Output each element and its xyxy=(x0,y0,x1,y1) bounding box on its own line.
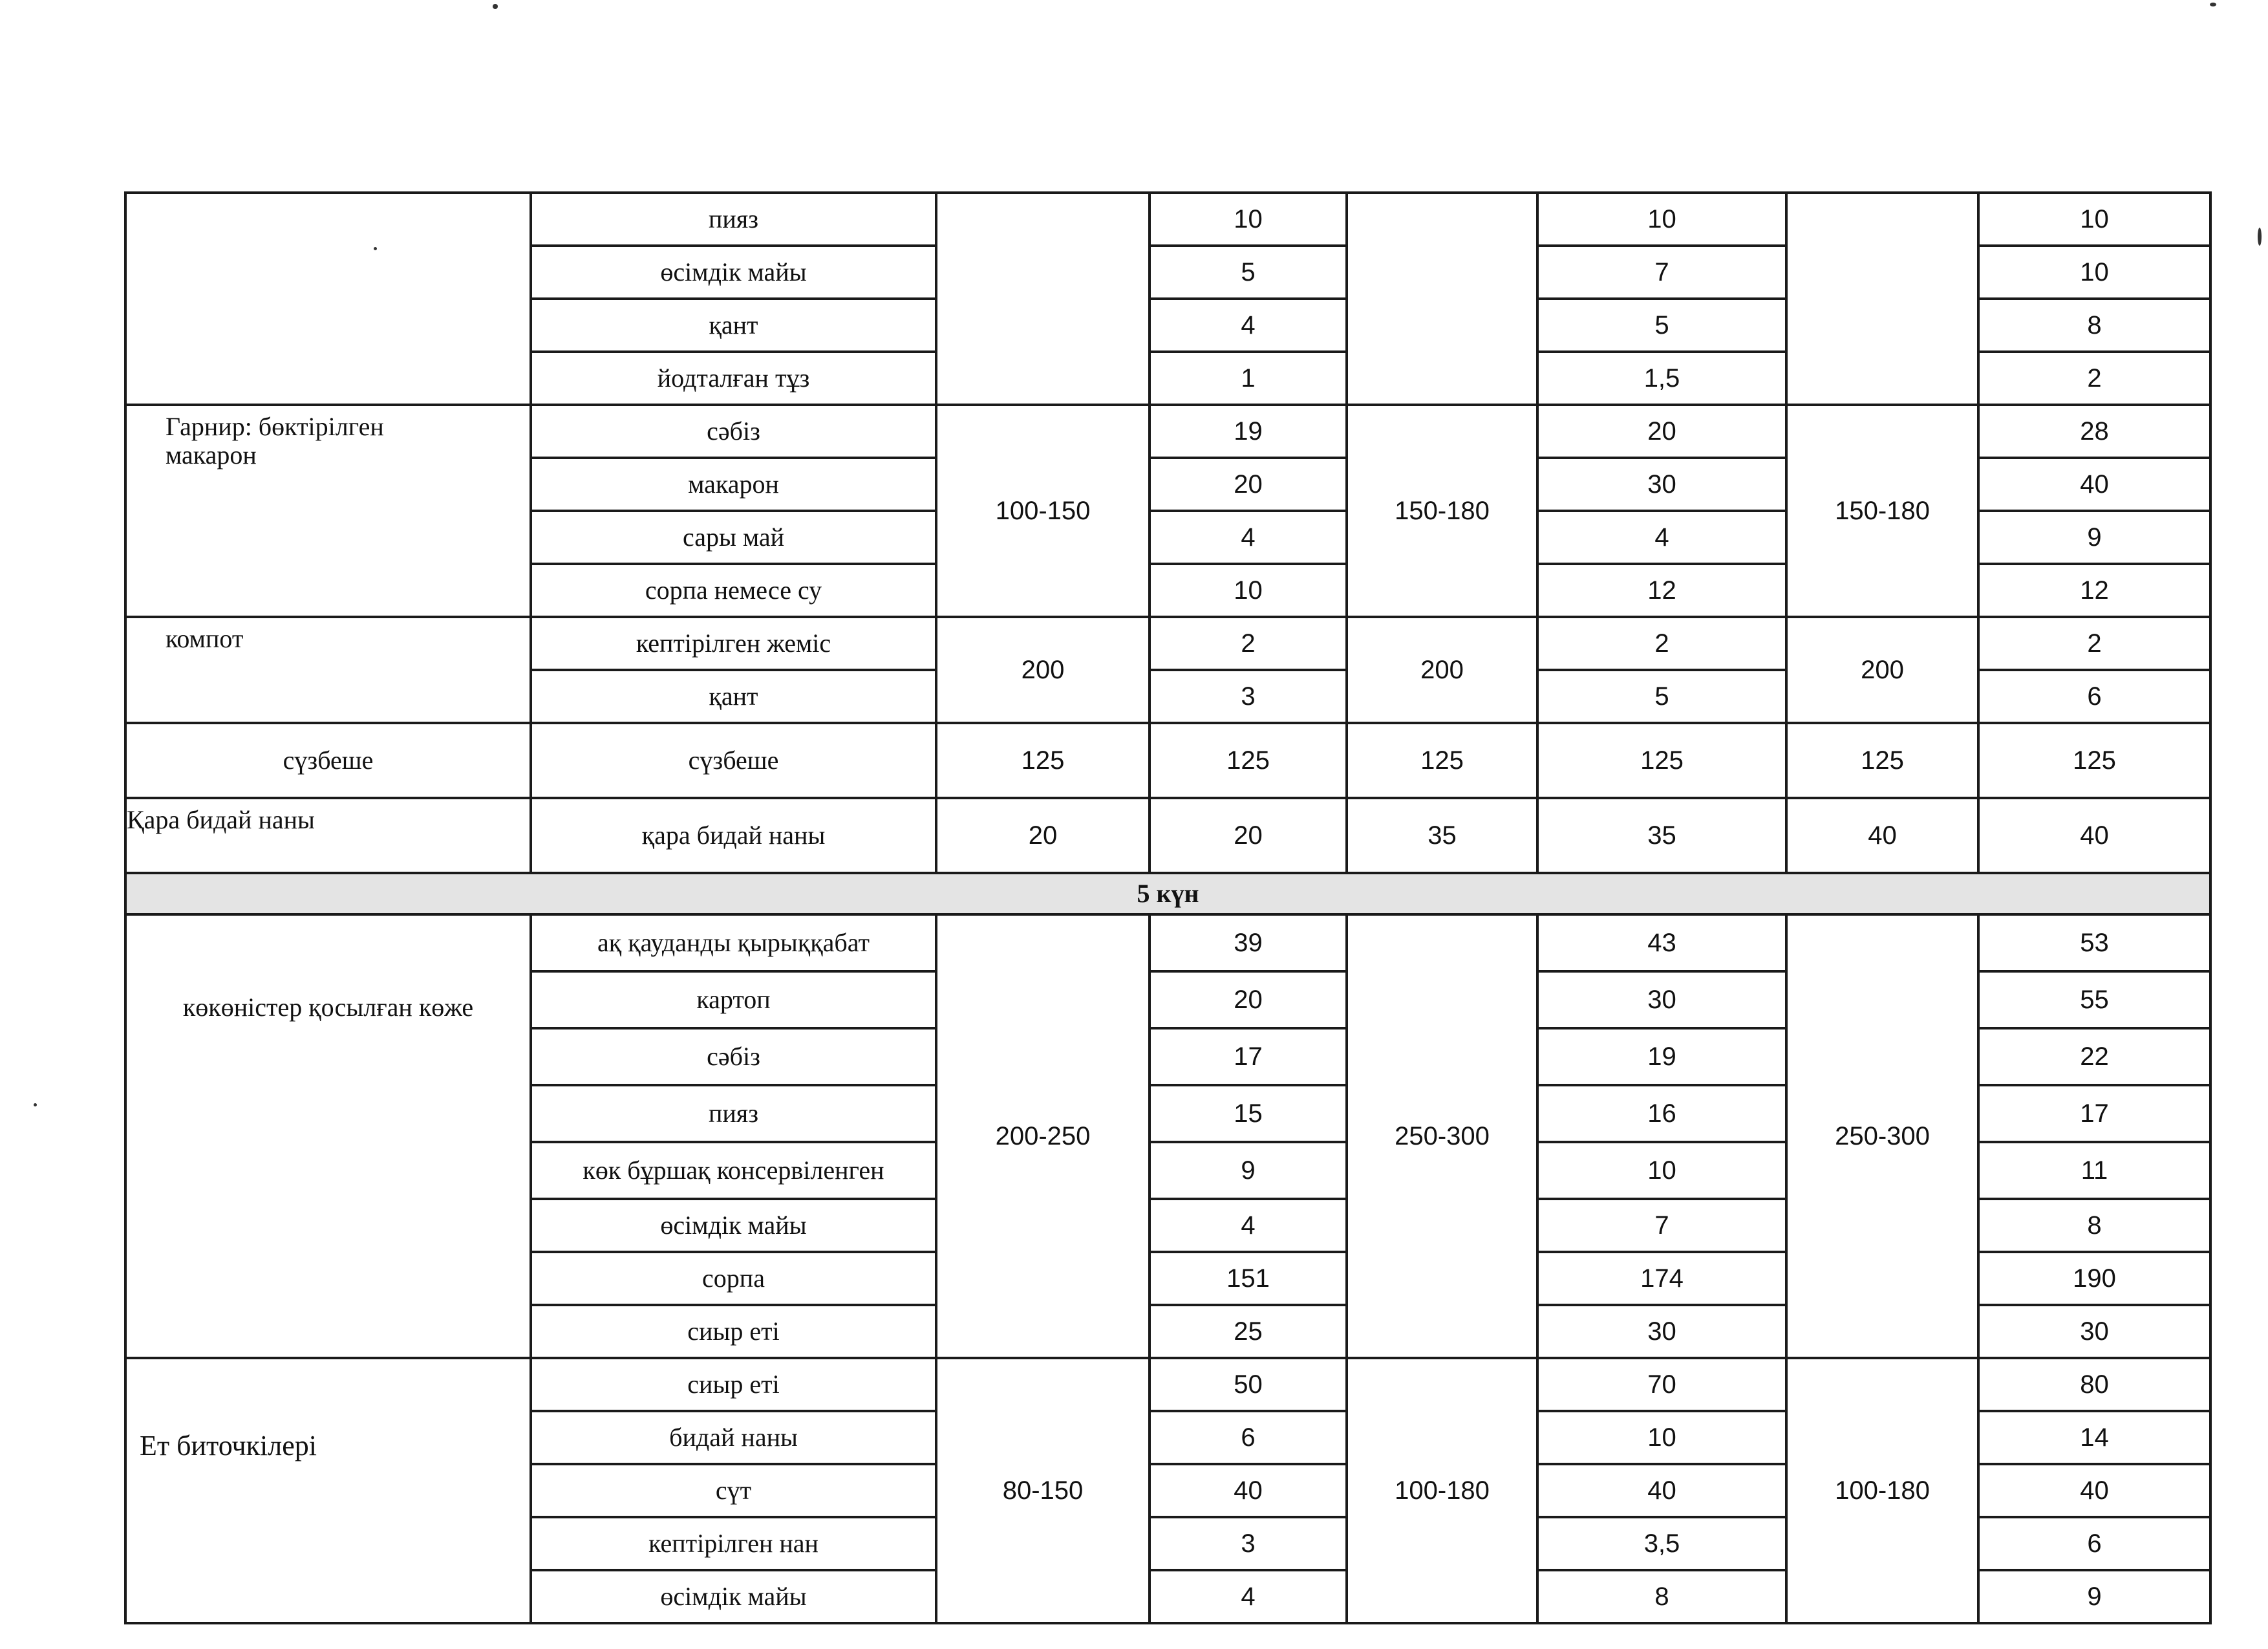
amount-age-1: 4 xyxy=(1150,299,1347,352)
dish-name: Ет биточкілері xyxy=(125,1358,531,1623)
portion-age-2: 125 xyxy=(1347,723,1537,798)
amount-age-3: 9 xyxy=(1978,511,2210,564)
amount-age-2: 7 xyxy=(1537,1199,1786,1252)
amount-age-2: 30 xyxy=(1537,458,1786,511)
ingredient-name: өсімдік майы xyxy=(531,246,936,299)
amount-age-2: 20 xyxy=(1537,405,1786,458)
amount-age-2: 10 xyxy=(1537,193,1786,246)
amount-age-1: 2 xyxy=(1150,617,1347,670)
amount-age-3: 55 xyxy=(1978,971,2210,1028)
amount-age-2: 174 xyxy=(1537,1252,1786,1305)
dish-name xyxy=(125,405,531,617)
ingredient-name: сәбіз xyxy=(531,405,936,458)
amount-age-3: 40 xyxy=(1978,458,2210,511)
ingredient-name: қант xyxy=(531,299,936,352)
portion-age-3: 200 xyxy=(1786,617,1978,723)
portion-age-2 xyxy=(1347,193,1537,405)
portion-age-3: 125 xyxy=(1786,723,1978,798)
amount-age-2: 8 xyxy=(1537,1570,1786,1623)
dish-name: компот xyxy=(125,617,531,723)
amount-age-3: 17 xyxy=(1978,1085,2210,1142)
amount-age-3: 8 xyxy=(1978,299,2210,352)
amount-age-1: 4 xyxy=(1150,1199,1347,1252)
amount-age-3: 9 xyxy=(1978,1570,2210,1623)
amount-age-1: 5 xyxy=(1150,246,1347,299)
portion-age-3: 250-300 xyxy=(1786,914,1978,1358)
portion-age-1: 100-150 xyxy=(936,405,1150,617)
amount-age-1: 4 xyxy=(1150,511,1347,564)
amount-age-2: 12 xyxy=(1537,564,1786,617)
ingredient-name: ақ қауданды қырыққабат xyxy=(531,914,936,971)
scan-speck xyxy=(2210,3,2216,6)
amount-age-2: 3,5 xyxy=(1537,1517,1786,1570)
amount-age-2: 16 xyxy=(1537,1085,1786,1142)
amount-age-2: 70 xyxy=(1537,1358,1786,1411)
amount-age-3: 30 xyxy=(1978,1305,2210,1358)
ingredient-name: сорпа xyxy=(531,1252,936,1305)
amount-age-3: 10 xyxy=(1978,193,2210,246)
ingredient-name: картоп xyxy=(531,971,936,1028)
ingredient-row xyxy=(125,798,2210,873)
amount-age-3: 53 xyxy=(1978,914,2210,971)
ingredient-name: өсімдік майы xyxy=(531,1570,936,1623)
amount-age-2: 10 xyxy=(1537,1411,1786,1464)
amount-age-3: 40 xyxy=(1978,798,2210,873)
amount-age-2: 10 xyxy=(1537,1142,1786,1199)
portion-age-3: 100-180 xyxy=(1786,1358,1978,1623)
ingredient-row xyxy=(125,1358,2210,1411)
amount-age-2: 5 xyxy=(1537,299,1786,352)
amount-age-1: 3 xyxy=(1150,670,1347,723)
amount-age-1: 20 xyxy=(1150,458,1347,511)
ingredient-name: көк бұршақ консервіленген xyxy=(531,1142,936,1199)
dish-name-line: макарон xyxy=(166,440,257,469)
portion-age-1: 125 xyxy=(936,723,1150,798)
amount-age-2: 5 xyxy=(1537,670,1786,723)
ingredient-name: макарон xyxy=(531,458,936,511)
ingredient-row xyxy=(125,723,2210,798)
amount-age-3: 80 xyxy=(1978,1358,2210,1411)
amount-age-1: 151 xyxy=(1150,1252,1347,1305)
amount-age-1: 15 xyxy=(1150,1085,1347,1142)
amount-age-1: 10 xyxy=(1150,193,1347,246)
amount-age-1: 9 xyxy=(1150,1142,1347,1199)
ingredient-name: пияз xyxy=(531,1085,936,1142)
dish-name: көкөністер қосылған көже xyxy=(125,914,531,1358)
amount-age-1: 40 xyxy=(1150,1464,1347,1517)
portion-age-3: 40 xyxy=(1786,798,1978,873)
portion-age-1 xyxy=(936,193,1150,405)
dish-name-line: Гарнир: бөктірілген xyxy=(166,412,384,441)
amount-age-2: 125 xyxy=(1537,723,1786,798)
ingredient-row xyxy=(125,193,2210,246)
amount-age-1: 17 xyxy=(1150,1028,1347,1085)
amount-age-2: 19 xyxy=(1537,1028,1786,1085)
ingredient-name: сорпа немесе су xyxy=(531,564,936,617)
ingredient-name: өсімдік майы xyxy=(531,1199,936,1252)
portion-age-1: 200 xyxy=(936,617,1150,723)
portion-age-2: 200 xyxy=(1347,617,1537,723)
amount-age-3: 125 xyxy=(1978,723,2210,798)
amount-age-1: 3 xyxy=(1150,1517,1347,1570)
amount-age-1: 125 xyxy=(1150,723,1347,798)
amount-age-1: 25 xyxy=(1150,1305,1347,1358)
amount-age-3: 190 xyxy=(1978,1252,2210,1305)
ingredient-row xyxy=(125,405,2210,458)
amount-age-1: 1 xyxy=(1150,352,1347,405)
portion-age-3 xyxy=(1786,193,1978,405)
amount-age-2: 43 xyxy=(1537,914,1786,971)
dish-name xyxy=(125,193,531,405)
amount-age-1: 4 xyxy=(1150,1570,1347,1623)
ingredient-name: йодталған тұз xyxy=(531,352,936,405)
amount-age-2: 2 xyxy=(1537,617,1786,670)
scan-speck xyxy=(493,4,498,9)
portion-age-1: 80-150 xyxy=(936,1358,1150,1623)
section-row xyxy=(125,873,2210,914)
amount-age-2: 30 xyxy=(1537,1305,1786,1358)
amount-age-2: 7 xyxy=(1537,246,1786,299)
ingredient-row xyxy=(125,617,2210,670)
ingredient-name: сәбіз xyxy=(531,1028,936,1085)
ingredient-name: сүт xyxy=(531,1464,936,1517)
portion-age-1: 200-250 xyxy=(936,914,1150,1358)
ingredient-name: кептірілген нан xyxy=(531,1517,936,1570)
amount-age-3: 40 xyxy=(1978,1464,2210,1517)
dish-name: сүзбеше xyxy=(125,723,531,798)
amount-age-3: 11 xyxy=(1978,1142,2210,1199)
amount-age-3: 2 xyxy=(1978,617,2210,670)
amount-age-3: 14 xyxy=(1978,1411,2210,1464)
portion-age-3: 150-180 xyxy=(1786,405,1978,617)
amount-age-1: 39 xyxy=(1150,914,1347,971)
dish-name: Қара бидай наны xyxy=(125,798,531,873)
section-title: 5 күн xyxy=(125,873,2210,914)
portion-age-1: 20 xyxy=(936,798,1150,873)
amount-age-3: 2 xyxy=(1978,352,2210,405)
amount-age-3: 22 xyxy=(1978,1028,2210,1085)
amount-age-2: 30 xyxy=(1537,971,1786,1028)
scan-speck xyxy=(2258,228,2262,246)
ingredient-name: қара бидай наны xyxy=(531,798,936,873)
ingredient-name: сары май xyxy=(531,511,936,564)
amount-age-2: 1,5 xyxy=(1537,352,1786,405)
amount-age-3: 6 xyxy=(1978,1517,2210,1570)
amount-age-1: 50 xyxy=(1150,1358,1347,1411)
amount-age-1: 19 xyxy=(1150,405,1347,458)
ingredient-name: пияз xyxy=(531,193,936,246)
portion-age-2: 100-180 xyxy=(1347,1358,1537,1623)
ingredient-name: сүзбеше xyxy=(531,723,936,798)
amount-age-3: 8 xyxy=(1978,1199,2210,1252)
scan-speck xyxy=(34,1103,37,1106)
ingredient-name: бидай наны xyxy=(531,1411,936,1464)
portion-age-2: 150-180 xyxy=(1347,405,1537,617)
amount-age-2: 40 xyxy=(1537,1464,1786,1517)
ingredient-name: кептірілген жеміс xyxy=(531,617,936,670)
amount-age-2: 4 xyxy=(1537,511,1786,564)
amount-age-3: 12 xyxy=(1978,564,2210,617)
amount-age-3: 6 xyxy=(1978,670,2210,723)
amount-age-1: 10 xyxy=(1150,564,1347,617)
amount-age-1: 20 xyxy=(1150,798,1347,873)
ingredient-name: қант xyxy=(531,670,936,723)
amount-age-3: 28 xyxy=(1978,405,2210,458)
portion-age-2: 35 xyxy=(1347,798,1537,873)
ingredient-row xyxy=(125,914,2210,971)
menu-table xyxy=(124,191,2212,1624)
ingredient-name: сиыр еті xyxy=(531,1358,936,1411)
ingredient-name: сиыр еті xyxy=(531,1305,936,1358)
amount-age-2: 35 xyxy=(1537,798,1786,873)
amount-age-1: 6 xyxy=(1150,1411,1347,1464)
portion-age-2: 250-300 xyxy=(1347,914,1537,1358)
amount-age-3: 10 xyxy=(1978,246,2210,299)
amount-age-1: 20 xyxy=(1150,971,1347,1028)
